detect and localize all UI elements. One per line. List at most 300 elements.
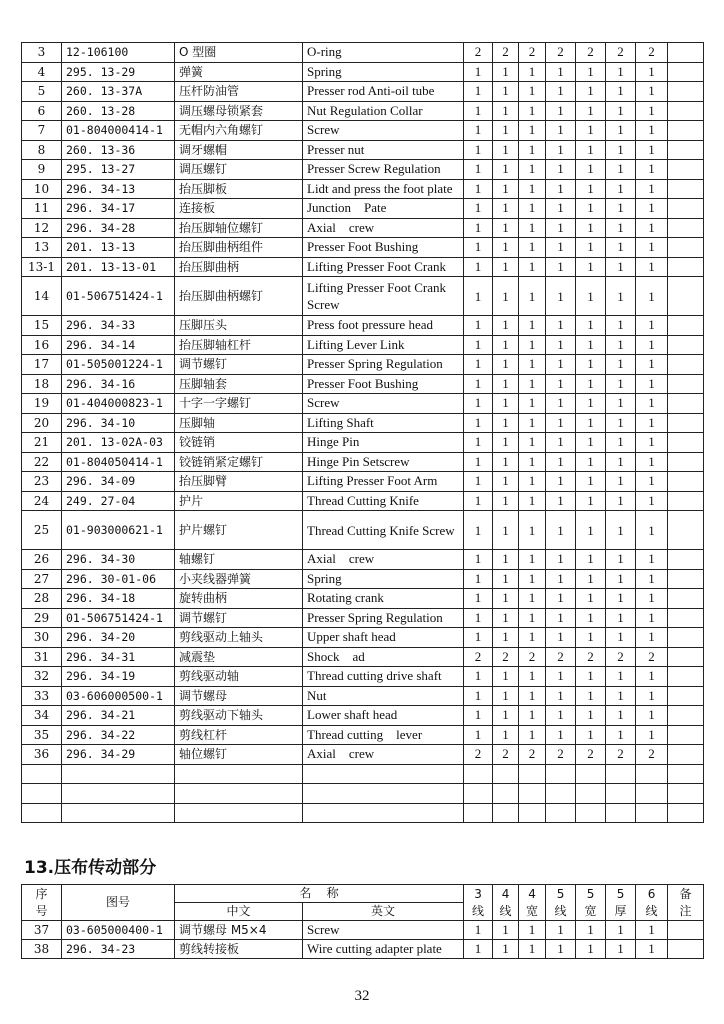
part-name-cn: 轴螺钉 — [175, 550, 303, 570]
quantity-cell: 1 — [519, 316, 546, 336]
quantity-cell: 1 — [576, 433, 606, 453]
remark-cell — [668, 355, 704, 375]
quantity-cell: 1 — [519, 550, 546, 570]
row-number: 13 — [22, 238, 62, 258]
remark-cell — [668, 257, 704, 277]
part-code: 296. 34-28 — [62, 218, 175, 238]
section-title: 13.压布传动部分 — [24, 858, 157, 878]
quantity-cell: 1 — [464, 316, 493, 336]
quantity-cell: 1 — [606, 355, 636, 375]
quantity-cell: 2 — [493, 647, 519, 667]
remark-cell — [668, 647, 704, 667]
part-code — [62, 803, 175, 823]
quantity-cell: 1 — [464, 491, 493, 511]
quantity-cell: 1 — [464, 608, 493, 628]
quantity-cell: 2 — [636, 745, 668, 765]
row-number: 19 — [22, 394, 62, 414]
quantity-cell: 1 — [464, 452, 493, 472]
quantity-cell: 1 — [636, 667, 668, 687]
table-row — [22, 335, 704, 355]
part-name-en: Screw — [303, 121, 464, 141]
part-name-en — [303, 784, 464, 804]
quantity-cell: 1 — [546, 374, 576, 394]
quantity-cell: 1 — [576, 569, 606, 589]
quantity-cell: 1 — [606, 335, 636, 355]
quantity-cell: 1 — [493, 335, 519, 355]
quantity-cell: 1 — [636, 160, 668, 180]
quantity-cell: 1 — [636, 706, 668, 726]
quantity-cell: 1 — [606, 589, 636, 609]
quantity-cell: 1 — [576, 316, 606, 336]
quantity-cell: 1 — [493, 82, 519, 102]
part-name-cn: 抬压脚轴杠杆 — [175, 335, 303, 355]
header-qty-unit: 线 — [472, 903, 485, 918]
quantity-cell: 1 — [636, 940, 668, 959]
header-qty-unit: 宽 — [526, 903, 539, 918]
quantity-cell: 1 — [576, 257, 606, 277]
quantity-cell: 1 — [519, 238, 546, 258]
table-row — [22, 921, 704, 940]
quantity-cell: 1 — [576, 472, 606, 492]
quantity-cell: 1 — [636, 608, 668, 628]
table-row — [22, 452, 704, 472]
header-qty-unit: 线 — [499, 903, 512, 918]
table-row — [22, 433, 704, 453]
part-code: 296. 34-29 — [62, 745, 175, 765]
header-qty-unit: 厚 — [614, 903, 627, 918]
part-code: 01-903000621-1 — [62, 511, 175, 550]
part-name-en: Spring — [303, 62, 464, 82]
row-number — [22, 803, 62, 823]
part-name-cn: 抬压脚曲柄 — [175, 257, 303, 277]
quantity-cell: 1 — [493, 452, 519, 472]
quantity-cell: 1 — [493, 101, 519, 121]
table-row — [22, 394, 704, 414]
quantity-cell: 1 — [464, 355, 493, 375]
table-row — [22, 686, 704, 706]
quantity-cell: 1 — [636, 589, 668, 609]
part-name-cn: 铰链销紧定螺钉 — [175, 452, 303, 472]
quantity-cell: 1 — [464, 940, 493, 959]
part-name-cn: 小夹线器弹簧 — [175, 569, 303, 589]
remark-cell — [668, 179, 704, 199]
quantity-cell — [606, 764, 636, 784]
row-number: 13-1 — [22, 257, 62, 277]
header-cn: 中文 — [175, 903, 303, 921]
part-name-en: Lifting Lever Link — [303, 335, 464, 355]
remark-cell — [668, 277, 704, 316]
part-name-cn: 抬压脚板 — [175, 179, 303, 199]
quantity-cell: 1 — [606, 706, 636, 726]
part-name-en: Nut — [303, 686, 464, 706]
part-name-cn: 调牙螺帽 — [175, 140, 303, 160]
quantity-cell: 1 — [519, 277, 546, 316]
quantity-cell: 2 — [546, 43, 576, 63]
row-number: 31 — [22, 647, 62, 667]
quantity-cell: 1 — [546, 413, 576, 433]
part-name-cn: 护片螺钉 — [175, 511, 303, 550]
quantity-cell: 1 — [636, 218, 668, 238]
quantity-cell — [546, 764, 576, 784]
part-code: 01-404000823-1 — [62, 394, 175, 414]
part-code: 01-505001224-1 — [62, 355, 175, 375]
quantity-cell: 1 — [606, 199, 636, 219]
table-row — [22, 550, 704, 570]
quantity-cell: 1 — [546, 62, 576, 82]
row-number: 20 — [22, 413, 62, 433]
row-number: 36 — [22, 745, 62, 765]
quantity-cell: 1 — [493, 569, 519, 589]
row-number: 21 — [22, 433, 62, 453]
part-name-en: Lidt and press the foot plate — [303, 179, 464, 199]
quantity-cell: 1 — [636, 686, 668, 706]
part-code: 201. 13-02A-03 — [62, 433, 175, 453]
quantity-cell: 1 — [576, 921, 606, 940]
quantity-cell: 1 — [493, 199, 519, 219]
quantity-cell: 1 — [636, 550, 668, 570]
quantity-cell: 1 — [519, 686, 546, 706]
part-name-en: Hinge Pin — [303, 433, 464, 453]
remark-cell — [668, 62, 704, 82]
part-code: 296. 34-09 — [62, 472, 175, 492]
row-number: 30 — [22, 628, 62, 648]
quantity-cell: 1 — [546, 355, 576, 375]
quantity-cell: 1 — [576, 452, 606, 472]
remark-cell — [668, 433, 704, 453]
part-code: 295. 13-29 — [62, 62, 175, 82]
quantity-cell: 1 — [519, 160, 546, 180]
part-name-en — [303, 764, 464, 784]
part-name-en: Upper shaft head — [303, 628, 464, 648]
quantity-cell — [493, 784, 519, 804]
remark-cell — [668, 238, 704, 258]
quantity-cell: 1 — [606, 316, 636, 336]
part-name-cn: 抬压脚曲柄组件 — [175, 238, 303, 258]
quantity-cell: 1 — [546, 101, 576, 121]
part-code: 260. 13-36 — [62, 140, 175, 160]
quantity-cell: 1 — [576, 62, 606, 82]
row-number: 35 — [22, 725, 62, 745]
quantity-cell: 1 — [606, 491, 636, 511]
quantity-cell — [546, 803, 576, 823]
remark-cell — [668, 160, 704, 180]
header-qty-unit: 宽 — [584, 903, 597, 918]
quantity-cell: 1 — [606, 628, 636, 648]
quantity-cell: 1 — [606, 511, 636, 550]
part-name-cn: 连接板 — [175, 199, 303, 219]
part-name-en: Thread cutting lever — [303, 725, 464, 745]
part-name-cn: 旋转曲柄 — [175, 589, 303, 609]
header-seq-line2: 号 — [35, 903, 48, 918]
part-code: 296. 34-14 — [62, 335, 175, 355]
part-name-en: Presser nut — [303, 140, 464, 160]
quantity-cell: 1 — [606, 452, 636, 472]
quantity-cell: 2 — [493, 43, 519, 63]
part-name-en: Presser Foot Bushing — [303, 238, 464, 258]
quantity-cell — [606, 784, 636, 804]
quantity-cell: 1 — [493, 725, 519, 745]
quantity-cell: 1 — [519, 413, 546, 433]
row-number: 27 — [22, 569, 62, 589]
part-code: 201. 13-13-01 — [62, 257, 175, 277]
part-name-en: Screw — [303, 394, 464, 414]
header-qty-3-thread — [464, 885, 493, 921]
quantity-cell: 1 — [636, 199, 668, 219]
quantity-cell: 1 — [493, 140, 519, 160]
remark-cell — [668, 940, 704, 959]
quantity-cell: 1 — [546, 394, 576, 414]
quantity-cell: 2 — [606, 647, 636, 667]
header-qty-num: 6 — [647, 886, 656, 901]
header-remark-line1: 备 — [679, 886, 692, 901]
part-name-cn: 剪线驱动上轴头 — [175, 628, 303, 648]
remark-cell — [668, 140, 704, 160]
part-name-en: Axial crew — [303, 745, 464, 765]
quantity-cell — [636, 764, 668, 784]
header-qty-unit: 线 — [645, 903, 658, 918]
quantity-cell: 2 — [464, 43, 493, 63]
quantity-cell: 1 — [546, 218, 576, 238]
quantity-cell — [636, 803, 668, 823]
quantity-cell — [493, 764, 519, 784]
quantity-cell: 1 — [519, 472, 546, 492]
quantity-cell: 1 — [576, 218, 606, 238]
quantity-cell: 1 — [606, 374, 636, 394]
quantity-cell: 1 — [464, 160, 493, 180]
quantity-cell: 1 — [493, 589, 519, 609]
quantity-cell: 1 — [606, 82, 636, 102]
quantity-cell: 1 — [546, 569, 576, 589]
part-code: 296. 34-16 — [62, 374, 175, 394]
quantity-cell: 1 — [636, 82, 668, 102]
quantity-cell: 1 — [546, 121, 576, 141]
table-row — [22, 745, 704, 765]
part-code: 295. 13-27 — [62, 160, 175, 180]
quantity-cell: 2 — [636, 43, 668, 63]
quantity-cell: 1 — [519, 589, 546, 609]
table-row — [22, 647, 704, 667]
quantity-cell: 1 — [576, 491, 606, 511]
quantity-cell: 1 — [636, 921, 668, 940]
quantity-cell: 1 — [464, 121, 493, 141]
quantity-cell: 1 — [576, 179, 606, 199]
header-name: 名 称 — [175, 885, 464, 903]
quantity-cell: 1 — [493, 472, 519, 492]
quantity-cell: 1 — [464, 374, 493, 394]
remark-cell — [668, 121, 704, 141]
quantity-cell: 1 — [576, 374, 606, 394]
header-seq-line1: 序 — [35, 886, 48, 901]
part-code: 03-606000500-1 — [62, 686, 175, 706]
quantity-cell: 2 — [546, 647, 576, 667]
quantity-cell: 1 — [606, 472, 636, 492]
quantity-cell: 1 — [636, 179, 668, 199]
part-name-cn — [175, 803, 303, 823]
quantity-cell: 1 — [493, 257, 519, 277]
quantity-cell: 1 — [606, 277, 636, 316]
quantity-cell: 1 — [493, 511, 519, 550]
quantity-cell: 1 — [519, 218, 546, 238]
part-code: 296. 34-31 — [62, 647, 175, 667]
header-qty-6-thread — [636, 885, 668, 921]
quantity-cell: 1 — [493, 394, 519, 414]
part-name-en: Junction Pate — [303, 199, 464, 219]
quantity-cell: 1 — [464, 199, 493, 219]
quantity-cell: 2 — [493, 745, 519, 765]
quantity-cell: 1 — [464, 413, 493, 433]
quantity-cell: 1 — [636, 628, 668, 648]
quantity-cell: 1 — [576, 335, 606, 355]
header-qty-num: 4 — [528, 886, 536, 901]
table-row — [22, 784, 704, 804]
quantity-cell: 1 — [519, 62, 546, 82]
part-name-cn: 剪线驱动下轴头 — [175, 706, 303, 726]
row-number: 29 — [22, 608, 62, 628]
part-code: 296. 34-22 — [62, 725, 175, 745]
row-number: 24 — [22, 491, 62, 511]
quantity-cell: 1 — [519, 374, 546, 394]
quantity-cell: 1 — [464, 667, 493, 687]
part-name-en: Lower shaft head — [303, 706, 464, 726]
quantity-cell: 1 — [493, 433, 519, 453]
quantity-cell: 1 — [636, 316, 668, 336]
row-number: 22 — [22, 452, 62, 472]
row-number: 10 — [22, 179, 62, 199]
quantity-cell: 1 — [493, 413, 519, 433]
table-row — [22, 160, 704, 180]
remark-cell — [668, 569, 704, 589]
quantity-cell: 1 — [546, 277, 576, 316]
row-number: 25 — [22, 511, 62, 550]
quantity-cell: 1 — [493, 277, 519, 316]
remark-cell — [668, 374, 704, 394]
quantity-cell: 1 — [464, 686, 493, 706]
quantity-cell: 1 — [493, 667, 519, 687]
remark-cell — [668, 589, 704, 609]
part-name-cn: 压脚轴 — [175, 413, 303, 433]
part-name-en: Presser Spring Regulation — [303, 608, 464, 628]
table-row — [22, 179, 704, 199]
quantity-cell: 1 — [636, 140, 668, 160]
quantity-cell: 1 — [636, 355, 668, 375]
part-name-cn: 调节螺母 M5×4 — [175, 921, 303, 940]
part-name-cn: O 型圈 — [175, 43, 303, 63]
header-qty-unit: 线 — [554, 903, 567, 918]
table-row — [22, 277, 704, 316]
part-code: 296. 34-17 — [62, 199, 175, 219]
quantity-cell: 1 — [636, 433, 668, 453]
table-row — [22, 43, 704, 63]
quantity-cell: 1 — [493, 940, 519, 959]
quantity-cell: 1 — [546, 667, 576, 687]
remark-cell — [668, 686, 704, 706]
quantity-cell: 1 — [493, 238, 519, 258]
remark-cell — [668, 82, 704, 102]
quantity-cell: 1 — [493, 608, 519, 628]
table-row — [22, 667, 704, 687]
row-number: 28 — [22, 589, 62, 609]
quantity-cell: 1 — [576, 82, 606, 102]
quantity-cell: 1 — [606, 257, 636, 277]
quantity-cell: 2 — [576, 745, 606, 765]
part-code: 12-106100 — [62, 43, 175, 63]
quantity-cell: 1 — [636, 394, 668, 414]
table-row — [22, 706, 704, 726]
quantity-cell: 1 — [464, 921, 493, 940]
part-name-cn: 剪线杠杆 — [175, 725, 303, 745]
part-name-en: Thread Cutting Knife — [303, 491, 464, 511]
remark-cell — [668, 608, 704, 628]
part-name-cn: 弹簧 — [175, 62, 303, 82]
quantity-cell: 1 — [546, 316, 576, 336]
parts-table — [21, 42, 704, 823]
quantity-cell: 1 — [636, 257, 668, 277]
quantity-cell: 1 — [493, 374, 519, 394]
part-code: 249. 27-04 — [62, 491, 175, 511]
part-name-en: Nut Regulation Collar — [303, 101, 464, 121]
part-code — [62, 784, 175, 804]
quantity-cell: 1 — [576, 160, 606, 180]
remark-cell — [668, 706, 704, 726]
part-name-cn: 剪线驱动轴 — [175, 667, 303, 687]
part-name-en: Wire cutting adapter plate — [303, 940, 464, 959]
quantity-cell: 1 — [519, 706, 546, 726]
quantity-cell: 1 — [636, 725, 668, 745]
quantity-cell: 1 — [519, 511, 546, 550]
part-code: 01-506751424-1 — [62, 608, 175, 628]
quantity-cell — [519, 784, 546, 804]
section-table — [21, 884, 704, 959]
quantity-cell: 1 — [546, 452, 576, 472]
remark-cell — [668, 413, 704, 433]
part-code: 296. 34-13 — [62, 179, 175, 199]
remark-cell — [668, 43, 704, 63]
table-row — [22, 355, 704, 375]
part-name-cn: 调压螺母锁紧套 — [175, 101, 303, 121]
header-qty-5-thread — [546, 885, 576, 921]
quantity-cell: 1 — [464, 277, 493, 316]
part-name-cn: 调节螺钉 — [175, 355, 303, 375]
quantity-cell: 1 — [464, 511, 493, 550]
quantity-cell: 1 — [464, 101, 493, 121]
quantity-cell: 1 — [546, 335, 576, 355]
quantity-cell: 2 — [576, 647, 606, 667]
quantity-cell: 1 — [519, 725, 546, 745]
part-name-en: Lifting Presser Foot Crank Screw — [303, 277, 464, 316]
header-drawing-no: 图号 — [62, 885, 175, 921]
table-row — [22, 374, 704, 394]
row-number: 16 — [22, 335, 62, 355]
quantity-cell — [576, 784, 606, 804]
quantity-cell: 1 — [546, 140, 576, 160]
quantity-cell: 1 — [636, 277, 668, 316]
part-name-cn: 铰链销 — [175, 433, 303, 453]
quantity-cell: 1 — [464, 589, 493, 609]
quantity-cell: 1 — [464, 472, 493, 492]
quantity-cell: 1 — [519, 628, 546, 648]
row-number: 5 — [22, 82, 62, 102]
quantity-cell: 1 — [464, 257, 493, 277]
quantity-cell: 1 — [576, 394, 606, 414]
quantity-cell: 1 — [519, 608, 546, 628]
quantity-cell: 1 — [519, 667, 546, 687]
header-qty-4-wide — [519, 885, 546, 921]
header-en: 英文 — [303, 903, 464, 921]
part-code: 296. 34-33 — [62, 316, 175, 336]
quantity-cell: 1 — [546, 160, 576, 180]
quantity-cell: 1 — [519, 940, 546, 959]
quantity-cell: 2 — [519, 745, 546, 765]
